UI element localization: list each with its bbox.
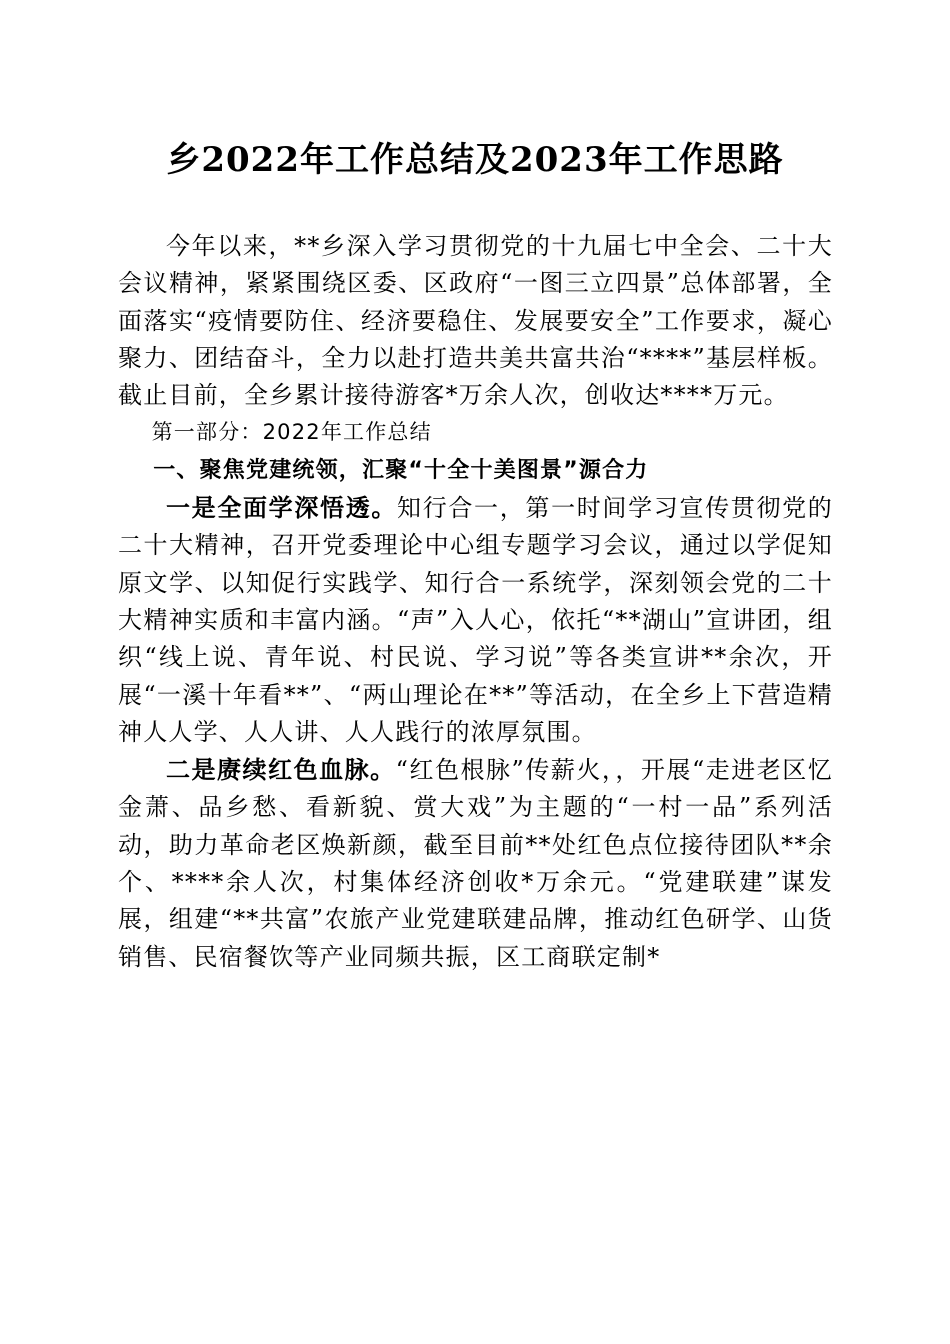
item-text: “红色根脉”传薪火，，开展“走进老区忆金萧、品乡愁、看新貌、赏大戏”为主题的“一村一品”系列活动，助力革命老区焕新颜，截至目前**处红色点位接待团队**余个、****余人次，村集体经济创收*万余元。“党建联建”谋发展，组建“**共富”农旅产业党建联建品牌，推动红色研学、山货销售、民宿餐饮等产业同频共振，区工商联定制* (118, 756, 833, 971)
document-body (118, 228, 833, 976)
item-lead: 一是全面学深悟透。 (166, 493, 398, 523)
item-lead: 二是赓续红色血脉。 (166, 755, 396, 785)
item-paragraph-2 (118, 751, 833, 976)
item-text: 知行合一，第一时间学习宣传贯彻党的二十大精神，召开党委理论中心组专题学习会议，通过以学促知原文学、以知促行实践学、知行合一系统学，深刻领会党的二十大精神实质和丰富内涵。“声”入人心，依托“**湖山”宣讲团，组织“线上说、青年说、村民说、学习说”等各类宣讲**余次，开展“一溪十年看**”、“两山理论在**”等活动，在全乡上下营造精神人人学、人人讲、人人践行的浓厚氛围。 (118, 494, 833, 746)
intro-paragraph: 今年以来，**乡深入学习贯彻党的十九届七中全会、二十大会议精神，紧紧围绕区委、区政府“一图三立四景”总体部署，全面落实“疫情要防住、经济要稳住、发展要安全”工作要求，凝心聚力、团结奋斗，全力以赴打造共美共富共治“****”基层样板。截止目前，全乡累计接待游客*万余人次，创收达****万元。 (118, 232, 833, 410)
page-title: 乡2022年工作总结及2023年工作思路 (166, 140, 784, 180)
section-heading: 一、聚焦党建统领，汇聚“十全十美图景”源合力 (153, 457, 649, 483)
item-paragraph-1 (118, 489, 833, 751)
part-label: 第一部分：2022年工作总结 (151, 420, 432, 445)
